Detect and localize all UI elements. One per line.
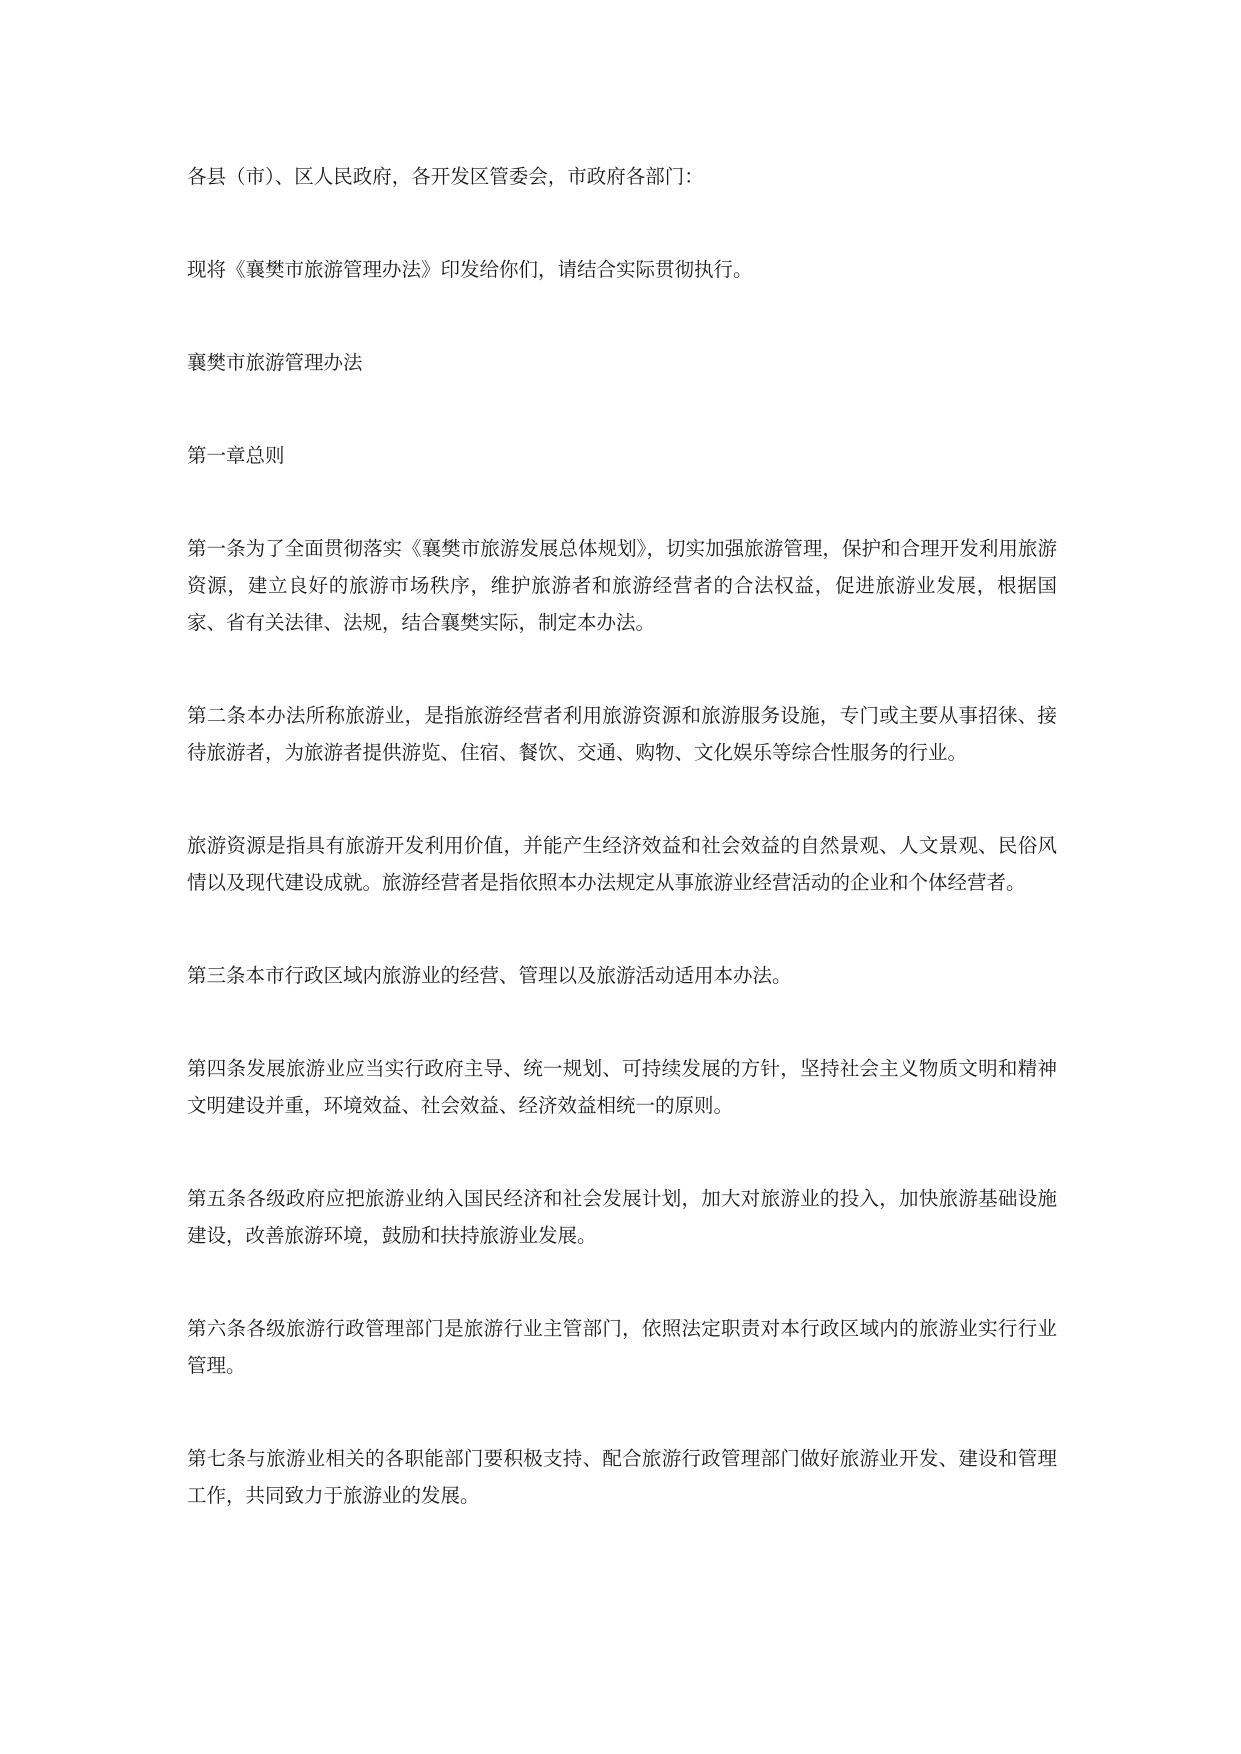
article-4-paragraph: 第四条发展旅游业应当实行政府主导、统一规划、可持续发展的方针，坚持社会主义物质文明和精神文明建设并重，环境效益、社会效益、经济效益相统一的原则。	[187, 1057, 1057, 1117]
article-3-paragraph: 第三条本市行政区域内旅游业的经营、管理以及旅游活动适用本办法。	[187, 964, 792, 987]
article-5-paragraph: 第五条各级政府应把旅游业纳入国民经济和社会发展计划，加大对旅游业的投入，加快旅游基础设施建设，改善旅游环境，鼓励和扶持旅游业发展。	[187, 1187, 1057, 1247]
article-6-paragraph: 第六条各级旅游行政管理部门是旅游行业主管部门，依照法定职责对本行政区域内的旅游业实行行业管理。	[187, 1317, 1057, 1377]
document-title: 襄樊市旅游管理办法	[187, 351, 363, 374]
salutation-paragraph: 各县（市）、区人民政府，各开发区管委会，市政府各部门：	[187, 165, 704, 188]
article-1-paragraph: 第一条为了全面贯彻落实《襄樊市旅游发展总体规划》，切实加强旅游管理，保护和合理开发利用旅游资源，建立良好的旅游市场秩序，维护旅游者和旅游经营者的合法权益，促进旅游业发展，根据国家、省有关法律、法规，结合襄樊实际，制定本办法。	[187, 537, 1057, 634]
article-7-paragraph: 第七条与旅游业相关的各职能部门要积极支持、配合旅游行政管理部门做好旅游业开发、建设和管理工作，共同致力于旅游业的发展。	[187, 1447, 1057, 1507]
document-body	[187, 158, 1057, 1514]
article-2-paragraph: 第二条本办法所称旅游业，是指旅游经营者利用旅游资源和旅游服务设施，专门或主要从事招徕、接待旅游者，为旅游者提供游览、住宿、餐饮、交通、购物、文化娱乐等综合性服务的行业。	[187, 704, 1057, 764]
definition-paragraph: 旅游资源是指具有旅游开发利用价值，并能产生经济效益和社会效益的自然景观、人文景观、民俗风情以及现代建设成就。旅游经营者是指依照本办法规定从事旅游业经营活动的企业和个体经营者。	[187, 834, 1057, 894]
notice-paragraph: 现将《襄樊市旅游管理办法》印发给你们，请结合实际贯彻执行。	[187, 258, 753, 281]
chapter-heading: 第一章总则	[187, 444, 285, 467]
